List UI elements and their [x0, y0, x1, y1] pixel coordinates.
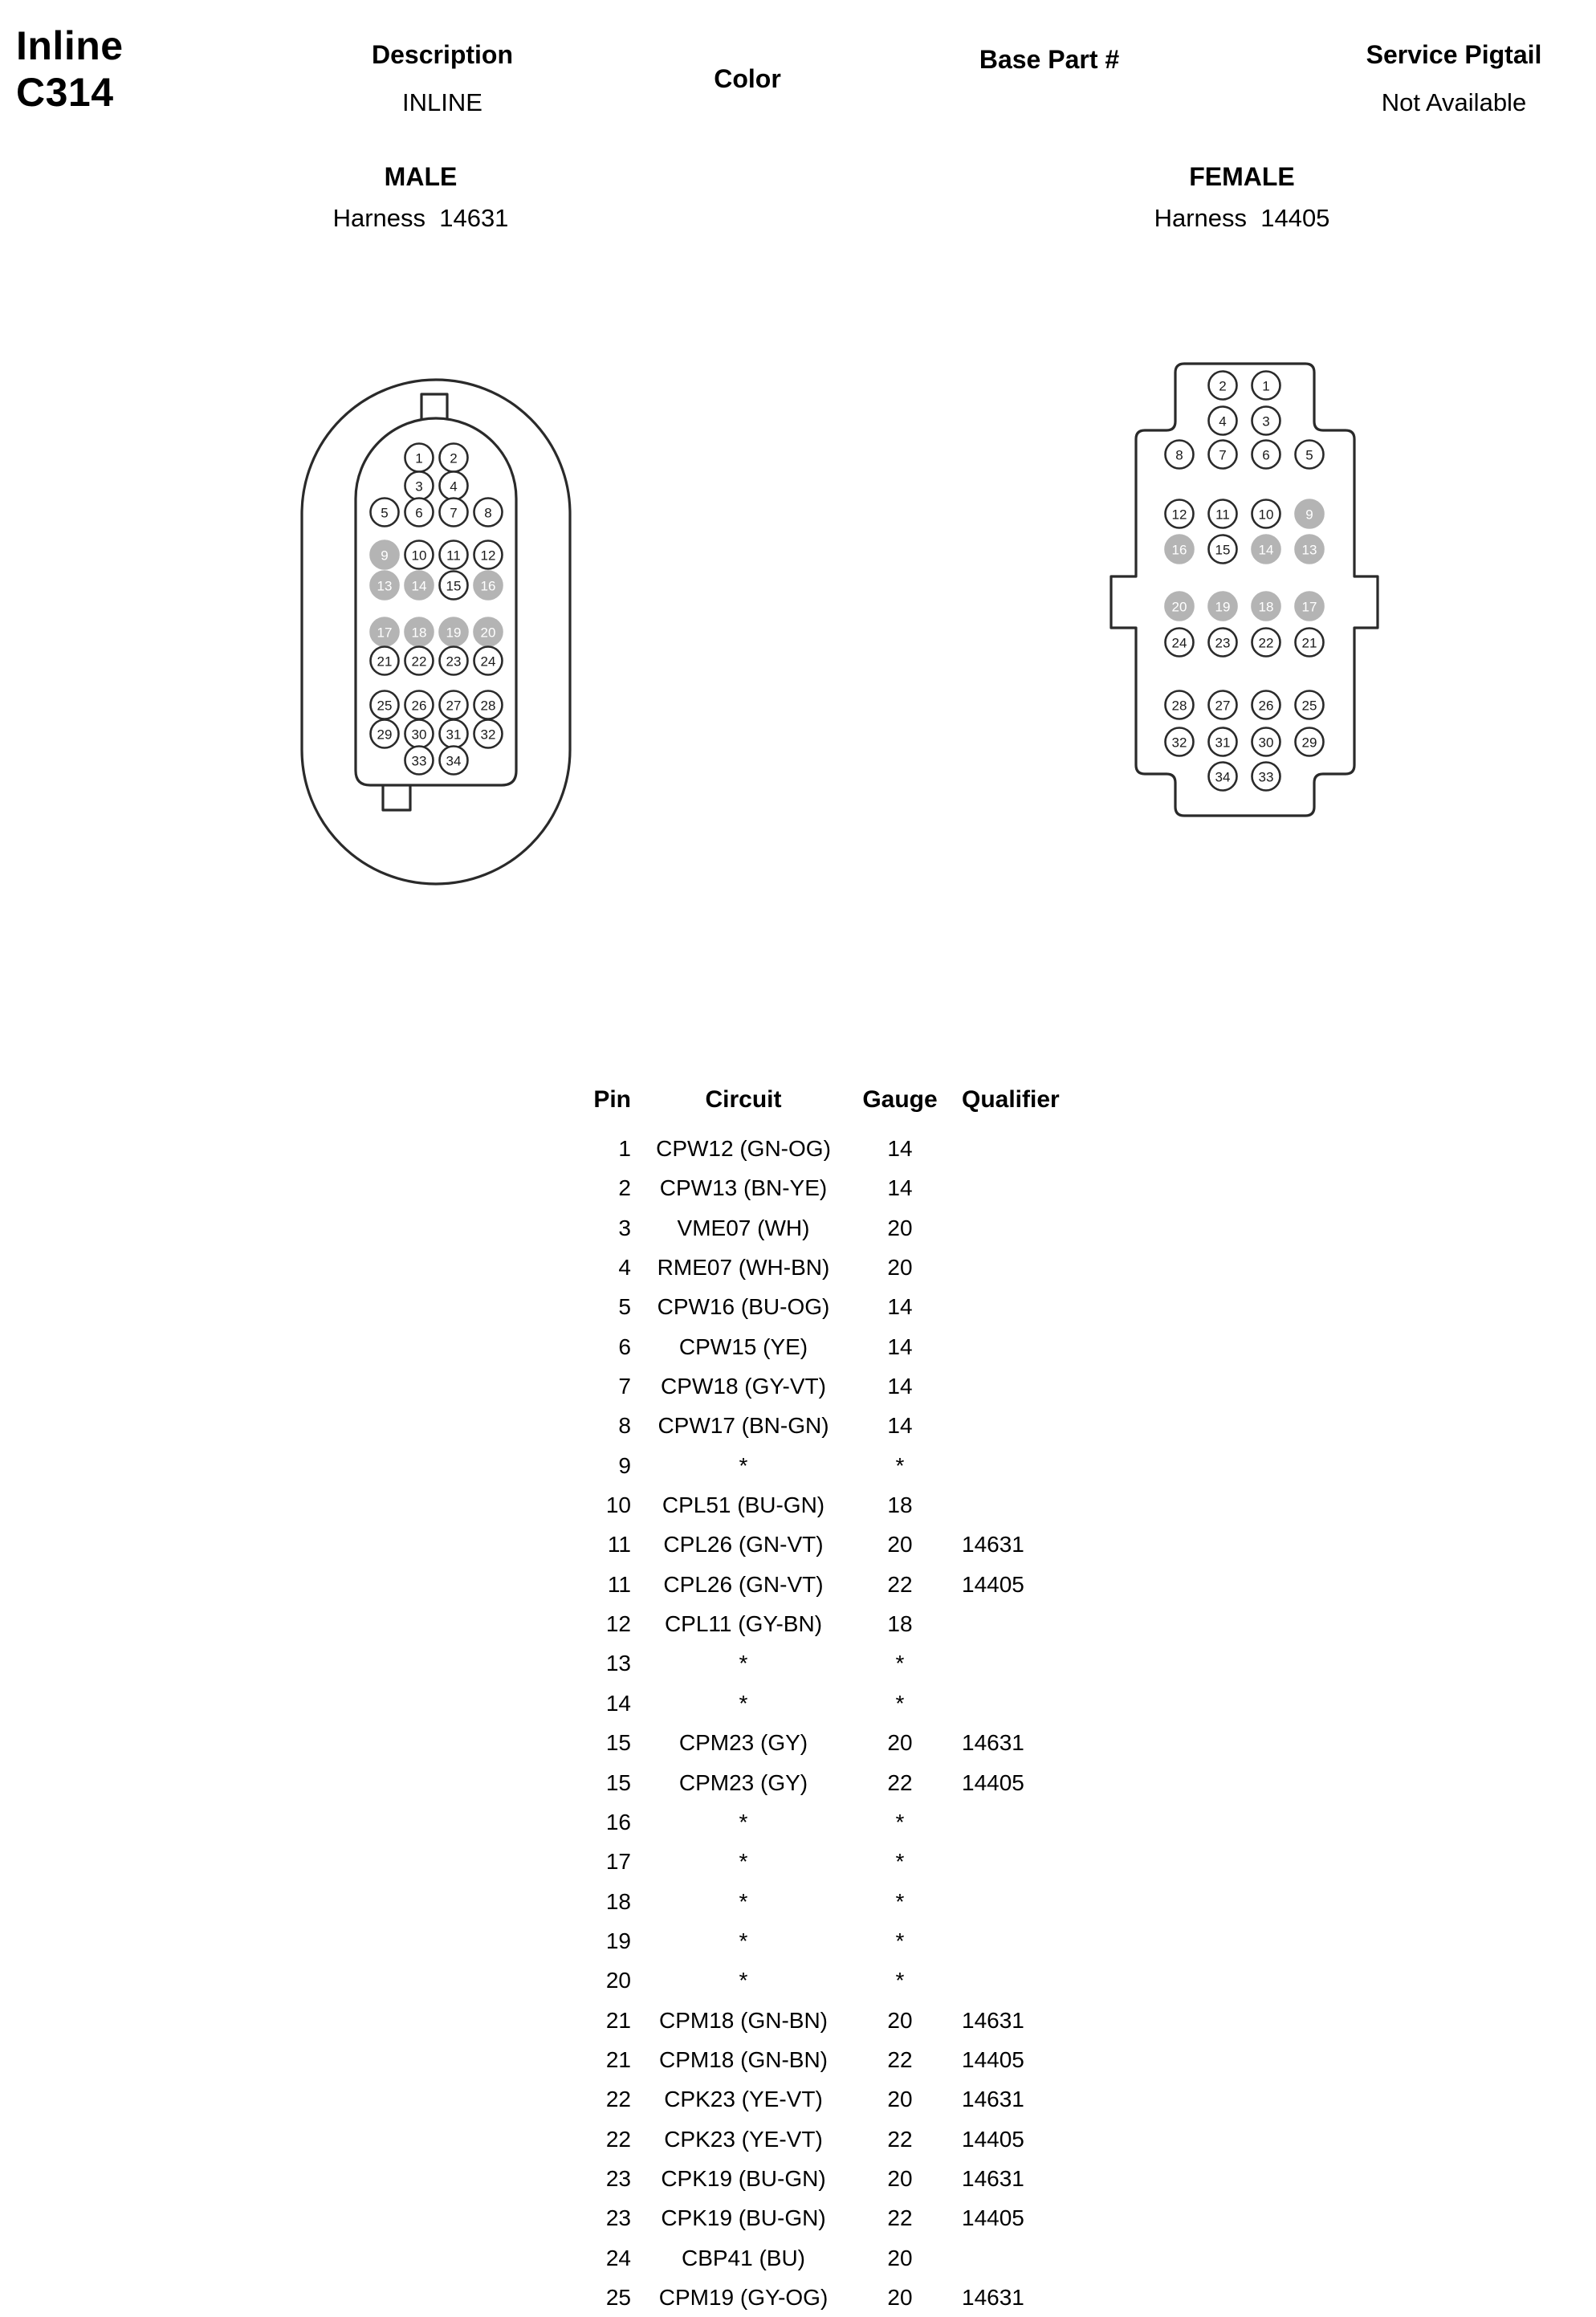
page-title	[16, 22, 124, 116]
service-pigtail-label: Service Pigtail	[1366, 40, 1542, 69]
pin-number-label: 3	[1262, 413, 1270, 430]
pin-table-cell: 20	[887, 1255, 913, 1281]
pin-number-label: 10	[411, 548, 427, 564]
pin-number-label: 6	[1262, 447, 1270, 463]
pin-number-label: 2	[450, 450, 458, 466]
pin-number-label: 34	[446, 753, 462, 769]
pin-number-label: 13	[1301, 542, 1317, 558]
pin-table-cell: *	[895, 1690, 905, 1716]
pin-table-cell	[944, 1643, 1121, 1683]
pin-table-cell: CPM18 (GN-BN)	[658, 2046, 828, 2072]
pin-table-cell: 22	[605, 2087, 631, 2112]
pin-table-cell: 10	[605, 1492, 631, 1518]
pin-table-cell: CPM23 (GY)	[678, 1730, 808, 1756]
pin-number-label: 1	[415, 450, 423, 466]
pin-number-label: 23	[1215, 635, 1231, 651]
pin-table-cell: CPK19 (BU-GN)	[661, 2165, 826, 2191]
service-pigtail-value: Not Available	[1381, 88, 1527, 116]
pin-table-cell: *	[739, 1928, 748, 1953]
pin-table-cell: 1	[618, 1136, 631, 1161]
pin-table-cell: 14	[887, 1374, 913, 1399]
pin-number-label: 28	[1171, 698, 1187, 714]
pin-number-label: 8	[1175, 447, 1183, 463]
pin-table-cell: 14	[887, 1413, 913, 1439]
pin-number-label: 32	[480, 727, 496, 743]
male-harness-label: Harness 14631	[332, 204, 509, 232]
pin-table-cell: 21	[605, 2007, 631, 2033]
pin-table-cell: *	[895, 1809, 905, 1834]
pin-number-label: 8	[484, 505, 492, 521]
pin-table-cell: *	[895, 1968, 905, 1993]
pin-table-cell: 18	[887, 1611, 913, 1637]
pin-table-cell	[944, 1802, 1121, 1842]
pin-number-label: 12	[1171, 507, 1187, 523]
pin-table-cell: 20	[887, 2284, 913, 2310]
pin-number-label: 14	[411, 578, 427, 594]
pin-table-cell: 22	[605, 2126, 631, 2152]
pin-table-cell: CPW13 (BN-YE)	[659, 1175, 828, 1201]
pin-number-label: 31	[446, 727, 462, 743]
pin-table-cell: 14631	[962, 2007, 1024, 2033]
pin-table-cell: CPK23 (YE-VT)	[664, 2126, 823, 2152]
pin-table-cell: 14405	[962, 2205, 1024, 2231]
pin-table-cell: 18	[605, 1888, 631, 1914]
pin-table-cell: *	[895, 1849, 905, 1875]
pin-number-label: 26	[411, 698, 427, 714]
pin-number-label: 29	[377, 727, 393, 743]
pin-table-cell: 20	[887, 2087, 913, 2112]
description-value: INLINE	[402, 88, 482, 116]
pin-table-cell	[944, 1208, 1121, 1248]
pin-table-cell: 20	[887, 1730, 913, 1756]
pin-table-cell	[944, 1366, 1121, 1406]
pin-table-cell: 7	[618, 1374, 631, 1399]
pin-number-label: 19	[446, 625, 462, 641]
pin-number-label: 28	[480, 698, 496, 714]
pin-number-label: 19	[1215, 599, 1231, 615]
pin-number-label: 15	[446, 578, 462, 594]
pin-table-cell: 14	[887, 1294, 913, 1320]
pin-table-cell: 5	[618, 1294, 631, 1320]
pin-table-cell: CPW17 (BN-GN)	[658, 1413, 829, 1439]
pin-number-label: 18	[1258, 599, 1274, 615]
pin-table-cell	[944, 1485, 1121, 1525]
pin-table-cell: CPW15 (YE)	[678, 1334, 808, 1359]
pin-table-cell	[944, 1129, 1121, 1168]
page-title-line1: Inline	[16, 23, 124, 68]
female-label: FEMALE	[1189, 162, 1295, 191]
pin-number-label: 4	[1219, 413, 1227, 430]
pin-table-cell	[944, 2238, 1121, 2278]
pin-table-cell: 21	[605, 2046, 631, 2072]
pin-table-cell: 14631	[962, 2284, 1024, 2310]
pin-table-cell: CPW16 (BU-OG)	[657, 1294, 830, 1320]
pin-table-cell	[944, 1406, 1121, 1445]
pin-table-cell	[944, 1921, 1121, 1961]
color-label: Color	[714, 64, 781, 93]
pin-table-cell: *	[739, 1849, 748, 1875]
pin-number-label: 10	[1258, 507, 1274, 523]
pin-table-cell: 18	[887, 1492, 913, 1518]
pin-table-cell: 14	[887, 1175, 913, 1201]
male-connector-diagram	[299, 365, 572, 887]
pin-number-label: 30	[1258, 735, 1274, 751]
pin-table-header-circuit: Circuit	[705, 1086, 782, 1113]
pin-table-cell: CBP41 (BU)	[681, 2245, 806, 2270]
pin-table-body	[564, 1129, 1121, 2317]
pin-number-label: 27	[446, 698, 462, 714]
pin-table-cell: 11	[607, 1571, 631, 1597]
pin-table-cell: 8	[618, 1413, 631, 1439]
pin-number-label: 21	[377, 654, 393, 670]
pin-table-cell: CPM23 (GY)	[678, 1769, 808, 1795]
pin-number-label: 2	[1219, 378, 1227, 394]
pin-table-cell: 14	[605, 1690, 631, 1716]
page-title-line2: C314	[16, 70, 114, 115]
pin-table-cell: *	[895, 1888, 905, 1914]
pin-table-cell: 14	[887, 1334, 913, 1359]
pin-number-label: 25	[1301, 698, 1317, 714]
pin-table-cell: 17	[605, 1849, 631, 1875]
pin-table-cell: CPM19 (GY-OG)	[658, 2284, 829, 2310]
pin-table-cell	[944, 1604, 1121, 1643]
pin-table-cell: 14405	[962, 1769, 1024, 1795]
pin-number-label: 9	[381, 548, 389, 564]
pin-table-cell	[944, 1684, 1121, 1723]
description-label: Description	[371, 40, 514, 69]
pin-number-label: 24	[1171, 635, 1187, 651]
pin-table-cell: *	[739, 1452, 748, 1478]
pin-table-cell: 22	[887, 2205, 913, 2231]
pin-number-label: 20	[1171, 599, 1187, 615]
pin-number-label: 11	[1215, 507, 1230, 523]
pin-table-cell: CPL11 (GY-BN)	[664, 1611, 823, 1637]
pin-table-cell: *	[739, 1888, 748, 1914]
pin-table-cell: 13	[605, 1651, 631, 1676]
pin-number-label: 34	[1215, 769, 1231, 785]
pin-table-cell: 14631	[962, 2165, 1024, 2191]
pin-table-cell: 2	[618, 1175, 631, 1201]
pin-table-cell: 25	[605, 2284, 631, 2310]
pin-number-label: 20	[480, 625, 496, 641]
pin-table-cell: 12	[605, 1611, 631, 1637]
pin-table-cell: 20	[887, 2165, 913, 2191]
pin-table-cell: 14	[887, 1136, 913, 1161]
pin-table-cell: 22	[887, 2126, 913, 2152]
pin-table-cell	[944, 1327, 1121, 1366]
pin-number-label: 4	[450, 478, 458, 495]
pin-number-label: 22	[411, 654, 427, 670]
pin-table-cell	[944, 1882, 1121, 1921]
pin-number-label: 21	[1301, 635, 1317, 651]
pin-table-cell: *	[739, 1809, 748, 1834]
pin-table-cell: 15	[605, 1769, 631, 1795]
pin-table-cell: 16	[605, 1809, 631, 1834]
pin-table-cell: 24	[605, 2245, 631, 2270]
pin-table-cell: 3	[618, 1215, 631, 1240]
pin-table-cell: 9	[618, 1452, 631, 1478]
pin-number-label: 3	[415, 478, 423, 495]
pin-number-label: 17	[1301, 599, 1317, 615]
pin-table-cell: *	[739, 1968, 748, 1993]
pin-number-label: 24	[480, 654, 496, 670]
pin-number-label: 7	[1219, 447, 1227, 463]
pin-table-cell: CPL51 (BU-GN)	[662, 1492, 825, 1518]
pin-table-header-gauge: Gauge	[862, 1086, 938, 1113]
pin-number-label: 18	[411, 625, 427, 641]
pin-number-label: 30	[411, 727, 427, 743]
pin-table-cell: CPW18 (GY-VT)	[661, 1374, 826, 1399]
pin-table-cell: 22	[887, 1571, 913, 1597]
pin-number-label: 16	[480, 578, 496, 594]
pin-number-label: 16	[1171, 542, 1187, 558]
pin-number-label: 17	[377, 625, 393, 641]
pin-number-label: 14	[1258, 542, 1274, 558]
pin-table-cell	[944, 1168, 1121, 1207]
pin-table-cell: *	[739, 1690, 748, 1716]
base-part-label: Base Part #	[979, 45, 1120, 74]
pin-table-cell: *	[895, 1651, 905, 1676]
pin-table-cell: *	[895, 1452, 905, 1478]
pin-table-cell: 14631	[962, 2087, 1024, 2112]
pin-table-cell: CPL26 (GN-VT)	[663, 1532, 824, 1558]
pin-table-cell: 20	[605, 1968, 631, 1993]
pin-table-cell: RME07 (WH-BN)	[657, 1255, 830, 1281]
pin-table-cell	[944, 1842, 1121, 1881]
pin-table-cell: CPM18 (GN-BN)	[658, 2007, 828, 2033]
pin-number-label: 26	[1258, 698, 1274, 714]
pin-table-cell: 14405	[962, 1571, 1024, 1597]
pin-table-cell	[944, 1248, 1121, 1287]
pin-number-label: 7	[450, 505, 458, 521]
pin-table-cell: 20	[887, 1532, 913, 1558]
pin-table-cell: 14631	[962, 1730, 1024, 1756]
pin-table-cell: 20	[887, 1215, 913, 1240]
pin-number-label: 9	[1305, 507, 1313, 523]
pin-number-label: 1	[1262, 378, 1270, 394]
pin-number-label: 27	[1215, 698, 1231, 714]
pin-number-label: 15	[1215, 542, 1231, 558]
female-connector-diagram	[1109, 362, 1379, 817]
pin-table-cell: 4	[618, 1255, 631, 1281]
pin-number-label: 33	[1258, 769, 1274, 785]
pin-table-cell: 22	[887, 1769, 913, 1795]
pin-number-label: 25	[377, 698, 393, 714]
pin-table-header-pin: Pin	[593, 1086, 631, 1113]
pin-table-cell: CPL26 (GN-VT)	[663, 1571, 824, 1597]
male-label: MALE	[384, 162, 458, 191]
pin-table-cell: 23	[605, 2205, 631, 2231]
pin-table-cell: CPK23 (YE-VT)	[664, 2087, 823, 2112]
female-harness-label: Harness 14405	[1154, 204, 1330, 232]
pin-table-cell: *	[895, 1928, 905, 1953]
pin-number-label: 12	[480, 548, 496, 564]
pin-number-label: 29	[1301, 735, 1317, 751]
pin-table-cell: CPW12 (GN-OG)	[656, 1136, 831, 1161]
pin-table-cell: 14405	[962, 2126, 1024, 2152]
pin-table-header-qualifier: Qualifier	[962, 1086, 1060, 1113]
pin-number-label: 13	[377, 578, 393, 594]
pin-table-cell: 22	[887, 2046, 913, 2072]
pin-table-cell: 14405	[962, 2046, 1024, 2072]
pin-number-label: 31	[1215, 735, 1231, 751]
pin-table-cell: 20	[887, 2245, 913, 2270]
pin-table-cell: 11	[607, 1532, 631, 1558]
pin-table-cell	[944, 1287, 1121, 1326]
pin-table-cell: 14631	[962, 1532, 1024, 1558]
pin-number-label: 23	[446, 654, 462, 670]
pin-number-label: 33	[411, 753, 427, 769]
female-connector-body-outline	[1111, 364, 1378, 816]
pin-table-cell: CPK19 (BU-GN)	[661, 2205, 826, 2231]
pin-table-cell: 23	[605, 2165, 631, 2191]
pin-number-label: 11	[446, 548, 461, 564]
pin-number-label: 6	[415, 505, 423, 521]
pin-table-cell: VME07 (WH)	[677, 1215, 810, 1240]
pin-table-cell	[944, 1446, 1121, 1485]
pin-table-header	[564, 1084, 1121, 1116]
pin-table-cell	[944, 1961, 1121, 2000]
pin-number-label: 32	[1171, 735, 1187, 751]
pin-table-cell: 19	[605, 1928, 631, 1953]
pin-number-label: 5	[1305, 447, 1313, 463]
pin-table-cell: *	[739, 1651, 748, 1676]
pin-number-label: 5	[381, 505, 389, 521]
pin-table-cell: 20	[887, 2007, 913, 2033]
pin-number-label: 22	[1258, 635, 1274, 651]
pin-table-cell: 6	[618, 1334, 631, 1359]
pin-table-cell: 15	[605, 1730, 631, 1756]
